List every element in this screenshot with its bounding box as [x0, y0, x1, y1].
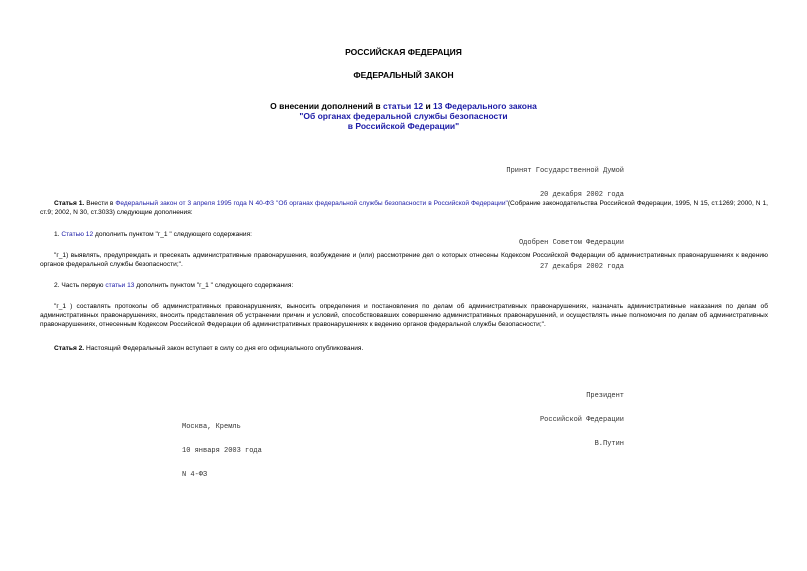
signature-block [420, 376, 624, 456]
item-1-suffix: дополнить пунктом "г_1 " следующего содержания: [93, 231, 252, 238]
item-2-suffix: дополнить пунктом "г_1 " следующего содержания: [134, 282, 294, 289]
article-1 [40, 199, 768, 217]
duma-adoption: Принят Государственной Думой [506, 167, 624, 175]
footer-block [182, 407, 262, 487]
article-2-text: Настоящий Федеральный закон вступает в силу со дня его официального опубликования. [84, 345, 364, 352]
federal-law-link[interactable]: Федеральный закон от 3 апреля 1995 года N 40-ФЗ "Об органах федеральной службы безопасности в Российской Федерации" [115, 200, 508, 207]
quote-1 [40, 251, 768, 269]
signature-title: Президент [586, 392, 624, 400]
article-12-link[interactable]: Статью 12 [61, 231, 94, 238]
council-approval: Одобрен Советом Федерации [518, 239, 624, 247]
signature-name: В.Путин [594, 440, 624, 448]
article-13-link[interactable]: статьи 13 [105, 282, 135, 289]
law-type-heading: ФЕДЕРАЛЬНЫЙ ЗАКОН [353, 70, 454, 80]
footer-number: N 4-ФЗ [182, 471, 208, 479]
signature-country: Российской Федерации [539, 416, 624, 424]
quote-2 [40, 302, 768, 329]
country-heading: РОССИЙСКАЯ ФЕДЕРАЦИЯ [345, 47, 462, 57]
title-line-3[interactable]: в Российской Федерации" [347, 121, 460, 131]
duma-date: 20 декабря 2002 года [539, 191, 624, 199]
law-title [0, 101, 807, 131]
footer-place: Москва, Кремль [182, 423, 241, 431]
article-1-text-1: Внести в [84, 200, 116, 207]
title-text-2: и [423, 101, 434, 111]
footer-date: 10 января 2003 года [182, 447, 262, 455]
title-line-2[interactable]: "Об органах федеральной службы безопасности [299, 111, 508, 121]
quote-1-text: "г_1) выявлять, предупреждать и пресекать административные правонарушения, возбуждение и (или) рассмотрение дел о которых отнесены Кодексом Российской Федерации об административных правонарушениях к ведению органов федеральной службы безопасности;". [40, 252, 768, 268]
article-1-text-2: (Собрание законодательства Российской Федерации, 1995, N 15, ст.1269; 2000, N 1, ст.9; 2002, N 30, ст.3033) следующие дополнения: [40, 200, 768, 216]
title-line-1 [0, 101, 807, 111]
council-date: 27 декабря 2002 года [539, 263, 624, 271]
title-link-article-13[interactable]: 13 Федерального закона [433, 101, 537, 111]
article-2-label: Статья 2. [54, 345, 85, 352]
item-1-prefix: 1. [54, 231, 62, 238]
item-1 [40, 230, 768, 239]
item-2-prefix: 2. Часть первую [54, 282, 106, 289]
title-text-1: О внесении дополнений в [270, 101, 384, 111]
quote-2-text: "г_1 ) составлять протоколы об административных правонарушениях, выносить определения и постановления по делам об административных правонарушениях, назначать административные наказания по делам об административных правонарушениях, вносить представления об устранении причин и условий, способствовавших совершению административных правонарушений, и осуществлять иные полномочия по делам об административных правонарушениях, отнесенным Кодексом Российской Федерации об административных правонарушениях к ведению органов федеральной службы безопасности;". [40, 303, 768, 328]
title-link-article-12[interactable]: статьи 12 [383, 101, 424, 111]
item-2 [40, 281, 768, 290]
article-2 [40, 344, 768, 353]
article-1-label: Статья 1. [54, 200, 85, 207]
